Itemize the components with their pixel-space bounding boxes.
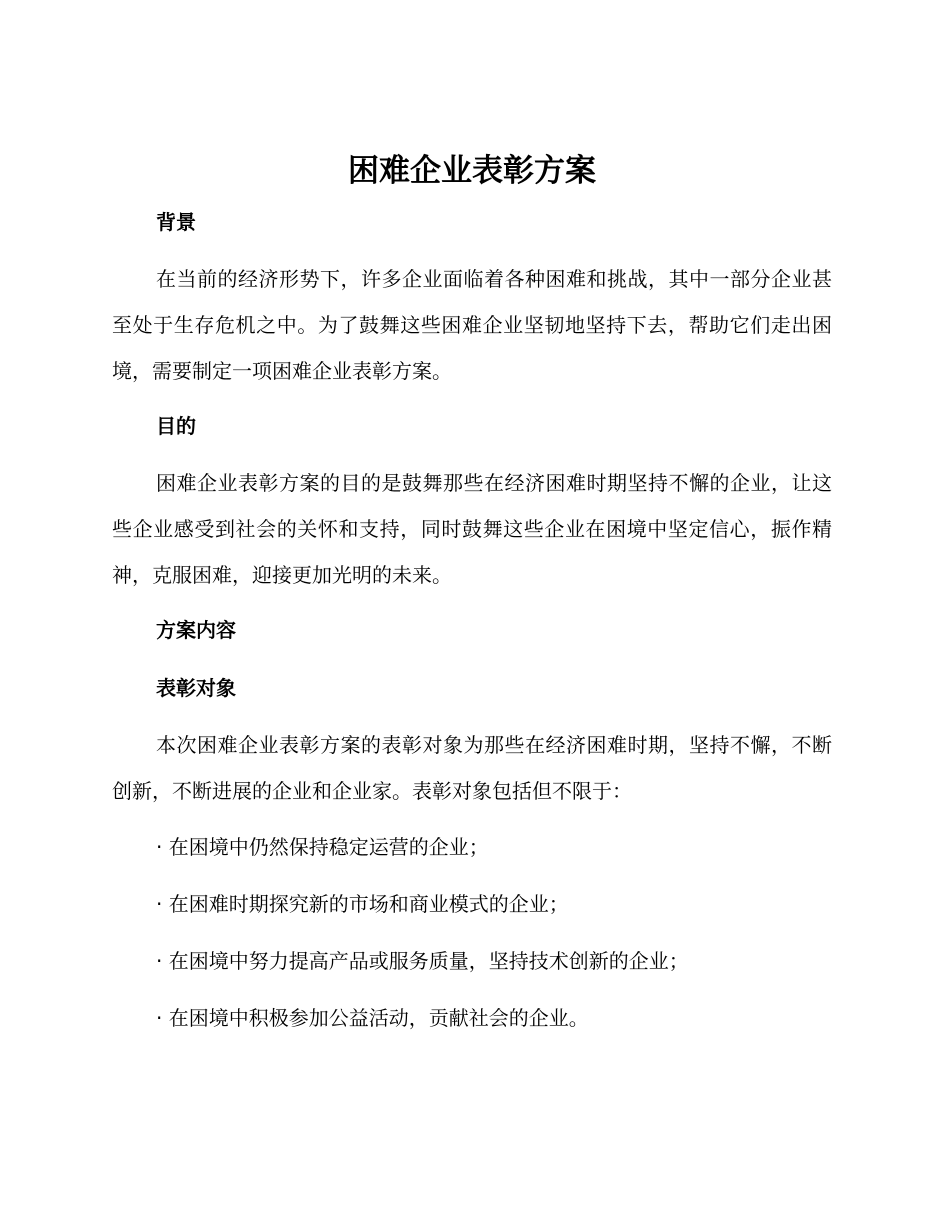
list-item: · 在困境中仍然保持稳定运营的企业； (156, 835, 489, 859)
paragraph-background: 在当前的经济形势下，许多企业面临着各种困难和挑战，其中一部分企业甚至处于生存危机之中。为了鼓舞这些困难企业坚韧地坚持下去，帮助它们走出困境，需要制定一项困难企业表彰方案。 (112, 267, 832, 383)
heading-background: 背景 (156, 210, 196, 234)
paragraph-purpose: 困难企业表彰方案的目的是鼓舞那些在经济困难时期坚持不懈的企业，让这些企业感受到社会的关怀和支持，同时鼓舞这些企业在困境中坚定信心，振作精神，克服困难，迎接更加光明的未来。 (112, 471, 832, 587)
list-item: · 在困境中努力提高产品或服务质量，坚持技术创新的企业； (156, 949, 689, 973)
list-item: · 在困境中积极参加公益活动，贡献社会的企业。 (156, 1006, 589, 1030)
document-title: 困难企业表彰方案 (348, 153, 596, 189)
heading-purpose: 目的 (156, 414, 196, 438)
heading-plan-content: 方案内容 (156, 618, 236, 642)
paragraph-targets: 本次困难企业表彰方案的表彰对象为那些在经济困难时期，坚持不懈，不断创新，不断进展的企业和企业家。表彰对象包括但不限于： (112, 733, 832, 803)
heading-targets: 表彰对象 (156, 676, 236, 700)
list-item: · 在困难时期探究新的市场和商业模式的企业； (156, 892, 569, 916)
